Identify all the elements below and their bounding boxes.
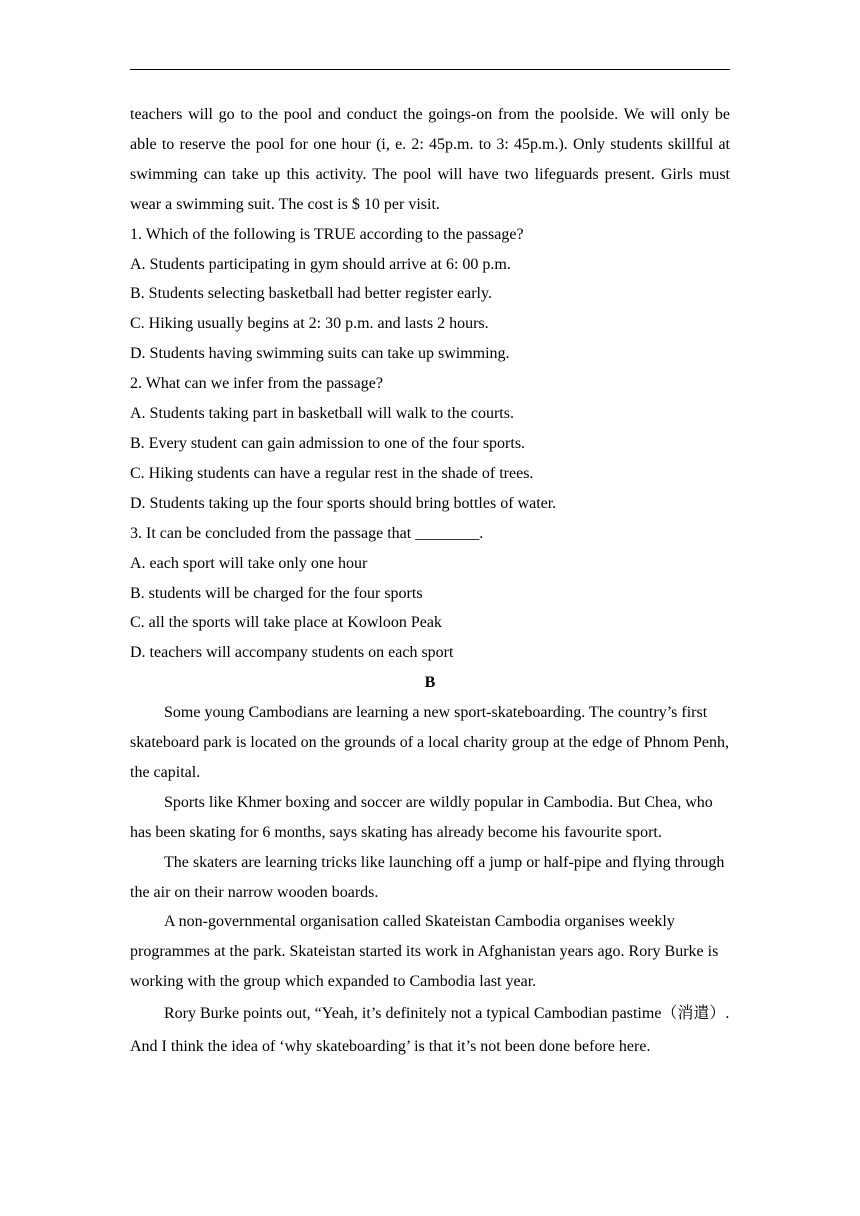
answer-option: D. Students having swimming suits can take up swimming.: [130, 345, 510, 363]
answer-option: A. Students participating in gym should arrive at 6: 00 p.m.: [130, 255, 511, 273]
question-stem: 3. It can be concluded from the passage that ________.: [130, 524, 484, 542]
question-2: [130, 369, 730, 519]
answer-option: C. Hiking usually begins at 2: 30 p.m. and lasts 2 hours.: [130, 315, 489, 333]
answer-option: C. all the sports will take place at Kowloon Peak: [130, 614, 442, 632]
intro-paragraph: teachers will go to the pool and conduct the goings-on from the poolside. We will only be able to reserve the pool for one hour (i, e. 2: 45p.m. to 3: 45p.m.). Only students skillful at swimming can take up this activity. The pool will have two lifeguards present. Girls must wear a swimming suit. The cost is $ 10 per visit.: [130, 106, 730, 213]
passage-paragraph: Rory Burke points out, “Yeah, it’s definitely not a typical Cambodian pastime（消遣）. And I think the idea of ‘why skateboarding’ is that it’s not been done before here.: [130, 1005, 730, 1056]
answer-option: B. Students selecting basketball had better register early.: [130, 285, 492, 303]
question-stem: 1. Which of the following is TRUE according to the passage?: [130, 225, 524, 243]
header-rule: [130, 69, 730, 70]
question-1: [130, 220, 730, 370]
passage-paragraph: Sports like Khmer boxing and soccer are wildly popular in Cambodia. But Chea, who has been skating for 6 months, says skating has already become his favourite sport.: [130, 793, 713, 841]
question-3: [130, 519, 730, 669]
passage-paragraph: The skaters are learning tricks like launching off a jump or half-pipe and flying through the air on their narrow wooden boards.: [130, 853, 725, 901]
answer-option: A. Students taking part in basketball will walk to the courts.: [130, 405, 514, 423]
answer-option: D. Students taking up the four sports should bring bottles of water.: [130, 494, 557, 512]
page-content: [130, 100, 730, 1063]
passage-paragraph: A non-governmental organisation called Skateistan Cambodia organises weekly programmes at the park. Skateistan started its work in Afghanistan years ago. Rory Burke is working with the group which expanded to Cambodia last year.: [130, 913, 719, 991]
answer-option: A. each sport will take only one hour: [130, 554, 368, 572]
question-stem: 2. What can we infer from the passage?: [130, 375, 383, 393]
passage-paragraph: Some young Cambodians are learning a new sport-skateboarding. The country’s first skateboard park is located on the grounds of a local charity group at the edge of Phnom Penh, the capital.: [130, 704, 729, 781]
answer-option: B. students will be charged for the four sports: [130, 584, 423, 602]
answer-option: B. Every student can gain admission to one of the four sports.: [130, 434, 526, 452]
answer-option: C. Hiking students can have a regular rest in the shade of trees.: [130, 464, 534, 482]
answer-option: D. teachers will accompany students on each sport: [130, 644, 454, 662]
section-heading: B: [424, 674, 436, 692]
